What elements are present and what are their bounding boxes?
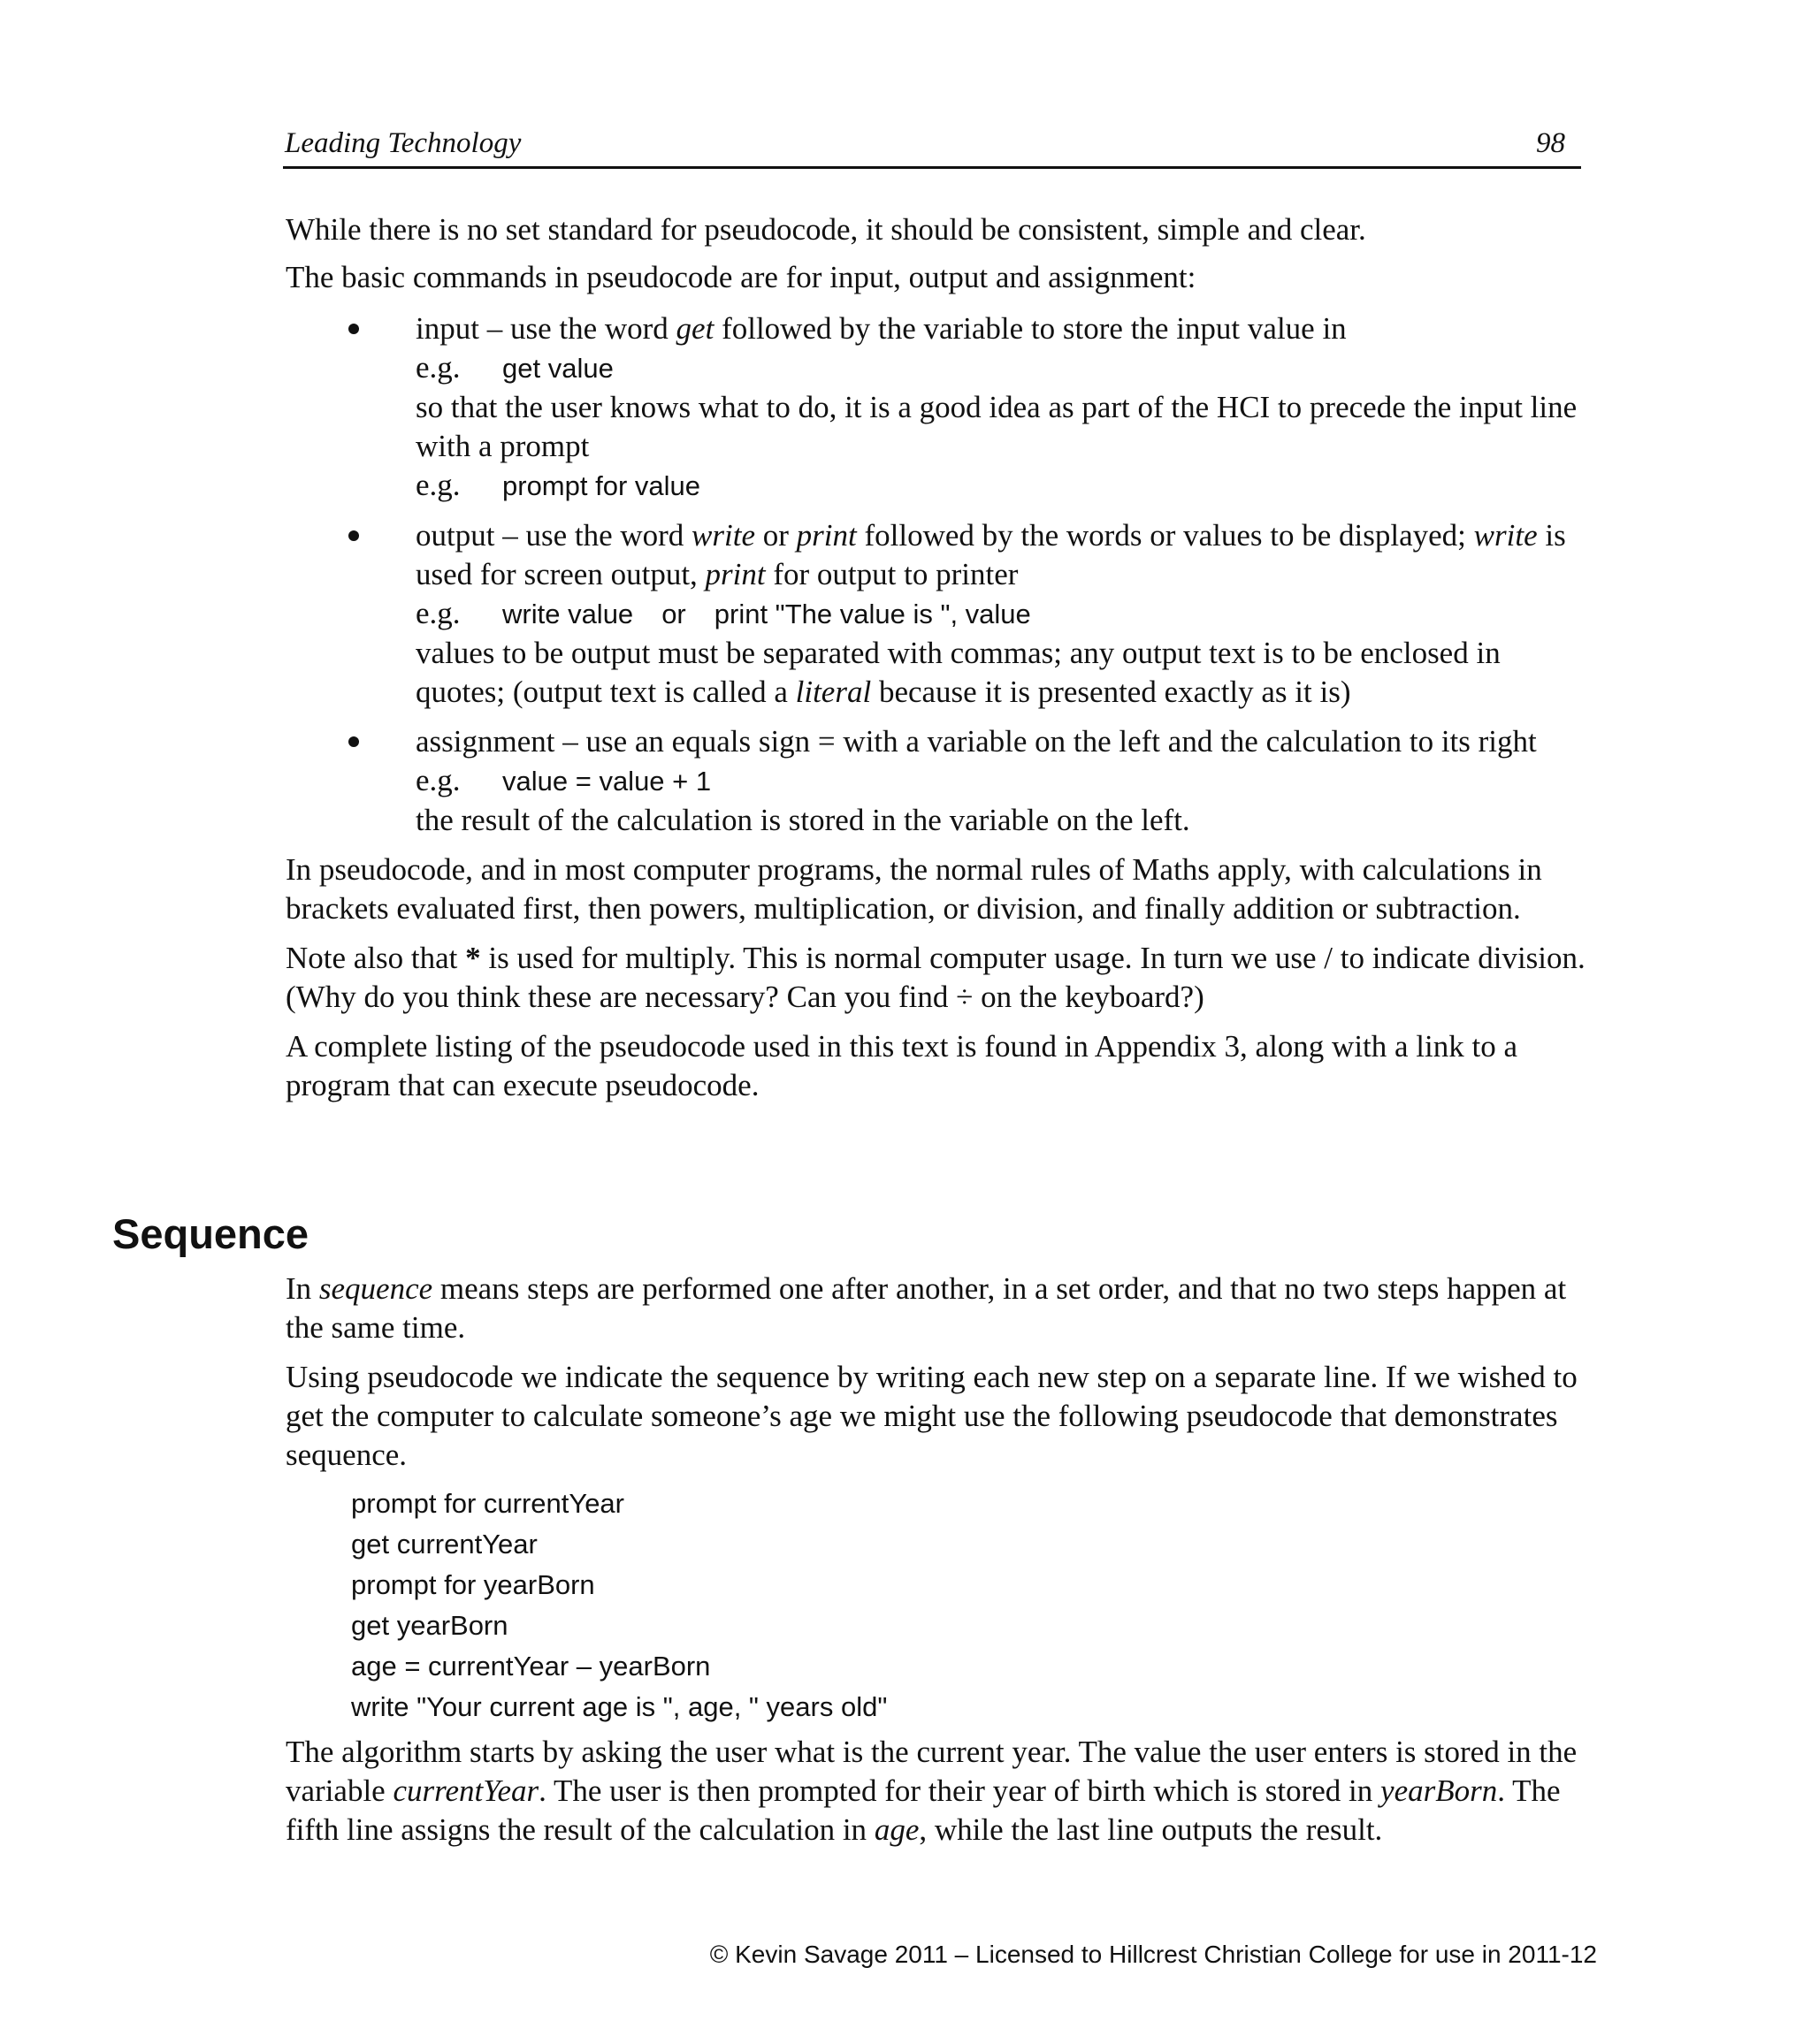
operators-paragraph: Note also that * is used for multiply. This is normal computer usage. In turn we use / to indicate division. (Why do you think these are necessary? Can you find ÷ on the keyboard?) — [286, 941, 1586, 1014]
sequence-paragraph-3: The algorithm starts by asking the user what is the current year. The value the user enters is stored in the variable currentYear. The user is then prompted for their year of birth which is stored in yearBorn. The fifth line assigns the result of the calculation in age, while the last line outputs the result. — [286, 1735, 1578, 1847]
page-header — [283, 124, 1581, 169]
prompt-example: e.g. prompt for value — [416, 468, 700, 502]
code-line: age = currentYear – yearBorn — [351, 1651, 711, 1682]
list-item-input — [286, 309, 1586, 506]
sequence-section — [286, 1270, 1586, 1850]
code-snippet: value = value + 1 — [502, 766, 712, 797]
running-title: Leading Technology — [285, 127, 522, 159]
input-example: e.g. get value — [416, 350, 614, 385]
sequence-paragraph-1: In sequence means steps are performed one after another, in a set order, and that no two steps happen at the same time. — [286, 1271, 1567, 1345]
bullet-icon — [348, 530, 359, 541]
code-line: get yearBorn — [351, 1610, 508, 1641]
output-description: output – use the word write or print followed by the words or values to be displayed; write is used for screen output, print for output to printer — [416, 518, 1566, 591]
input-description: input – use the word get followed by the variable to store the input value in — [416, 311, 1347, 346]
command-list — [286, 309, 1586, 840]
copyright-footer: © Kevin Savage 2011 – Licensed to Hillcrest Christian College for use in 2011-12 — [709, 1941, 1597, 1968]
code-line: prompt for currentYear — [351, 1488, 625, 1519]
assignment-description: assignment – use an equals sign = with a variable on the left and the calculation to its right — [416, 724, 1537, 759]
section-heading: Sequence — [112, 1210, 309, 1257]
maths-paragraph: In pseudocode, and in most computer programs, the normal rules of Maths apply, with calculations in brackets evaluated first, then powers, multiplication, or division, and finally addition or subtraction. — [286, 852, 1542, 926]
code-line: get currentYear — [351, 1529, 538, 1560]
input-note: so that the user knows what to do, it is a good idea as part of the HCI to precede the input line with a prompt — [416, 390, 1578, 463]
appendix-paragraph: A complete listing of the pseudocode used in this text is found in Appendix 3, along with a link to a program that can execute pseudocode. — [286, 1029, 1518, 1102]
code-line: write "Your current age is ", age, " years old" — [351, 1691, 888, 1722]
code-snippet: prompt for value — [502, 470, 700, 501]
intro-paragraph-1: While there is no set standard for pseudocode, it should be consistent, simple and clear. — [286, 212, 1366, 247]
code-snippet: print "The value is ", value — [714, 599, 1031, 629]
bullet-icon — [348, 736, 359, 747]
code-snippet: write value — [502, 599, 634, 629]
bullet-icon — [348, 324, 359, 334]
code-line: prompt for yearBorn — [351, 1569, 595, 1600]
output-example: e.g. write value or print "The value is ", value — [416, 596, 1031, 630]
assignment-note: the result of the calculation is stored in the variable on the left. — [416, 803, 1190, 837]
sequence-paragraph-2: Using pseudocode we indicate the sequence by writing each new step on a separate line. If we wished to get the computer to calculate someone’s age we might use the following pseudocode that demonstrates sequence. — [286, 1360, 1578, 1472]
page-number: 98 — [1536, 127, 1565, 159]
output-note: values to be output must be separated with commas; any output text is to be enclosed in quotes; (output text is called a literal because it is presented exactly as it is) — [416, 636, 1501, 709]
intro-section — [286, 210, 1586, 1105]
assignment-example: e.g. value = value + 1 — [416, 763, 712, 797]
code-snippet: get value — [502, 353, 614, 384]
list-item-output — [286, 516, 1586, 712]
list-item-assignment — [286, 722, 1586, 840]
pseudocode-block — [351, 1483, 1586, 1727]
intro-paragraph-2: The basic commands in pseudocode are for input, output and assignment: — [286, 260, 1196, 294]
